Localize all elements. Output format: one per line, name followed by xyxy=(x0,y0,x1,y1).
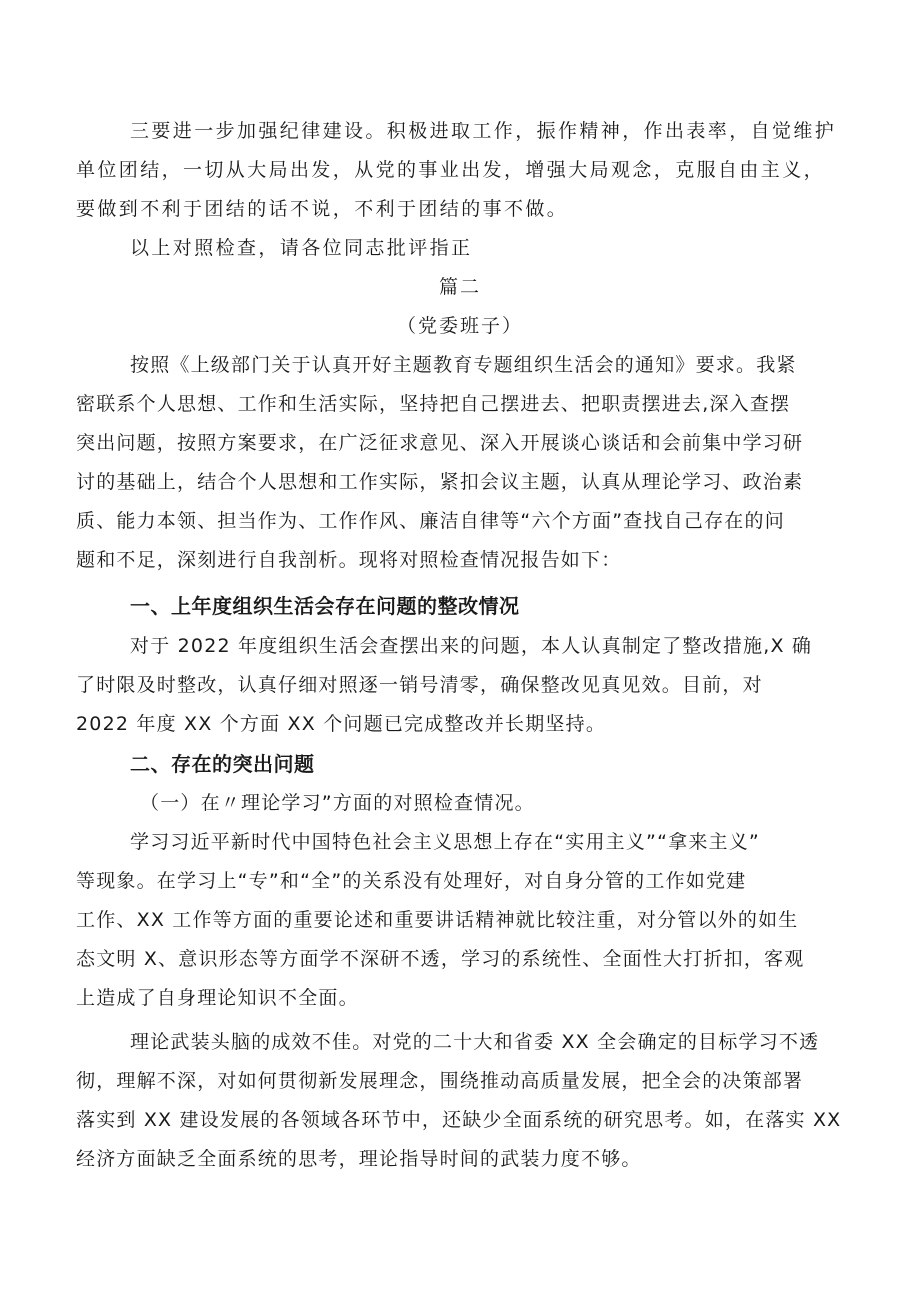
section-title: 篇二 xyxy=(438,276,481,298)
closing-line: 以上对照检查，请各位同志批评指正 xyxy=(130,237,473,259)
paragraph-line: 三要进一步加强纪律建设。积极进取工作，振作精神，作出表率，自觉维护 xyxy=(130,120,837,142)
section-subtitle: （党委班子） xyxy=(396,315,523,337)
paragraph-line: 态文明 X、意识形态等方面学不深研不透，学习的系统性、全面性大打折扣，客观 xyxy=(76,948,805,970)
paragraph-line: 上造成了自身理论知识不全面。 xyxy=(76,987,359,1009)
heading-1: 一、上年度组织生活会存在问题的整改情况 xyxy=(130,594,520,618)
paragraph-line: 突出问题，按照方案要求，在广泛征求意见、深入开展谈心谈话和会前集中学习研 xyxy=(76,432,804,454)
paragraph-line: 工作、XX 工作等方面的重要论述和重要讲话精神就比较注重，对分管以外的如生 xyxy=(76,909,799,931)
paragraph-line: 理论武装头脑的成效不佳。对党的二十大和省委 XX 全会确定的目标学习不透 xyxy=(130,1031,820,1053)
paragraph-line: 按照《上级部门关于认真开好主题教育专题组织生活会的通知》要求。我紧 xyxy=(130,354,797,376)
paragraph-line: 题和不足，深刻进行自我剖析。现将对照检查情况报告如下： xyxy=(76,549,622,571)
paragraph-line: 对于 2022 年度组织生活会查摆出来的问题，本人认真制定了整改措施,X 确 xyxy=(130,635,813,657)
paragraph-line: 经济方面缺乏全面系统的思考，理论指导时间的武装力度不够。 xyxy=(76,1148,642,1170)
paragraph-line: 密联系个人思想、工作和生活实际，坚持把自己摆进去、把职责摆进去,深入查摆 xyxy=(76,393,791,415)
paragraph-line: 单位团结，一切从大局出发，从党的事业出发，增强大局观念，克服自由主义， xyxy=(76,159,826,181)
paragraph-line: 质、能力本领、担当作为、工作作风、廉洁自律等“六个方面”查找自己存在的问 xyxy=(76,510,785,532)
paragraph-line: 讨的基础上，结合个人思想和工作实际，紧扣会议主题，认真从理论学习、政治素 xyxy=(76,471,804,493)
heading-3: （一）在〃理论学习”方面的对照检查情况。 xyxy=(140,792,535,814)
heading-2: 二、存在的突出问题 xyxy=(130,752,315,776)
paragraph-line: 2022 年度 XX 个方面 XX 个问题已完成整改并长期坚持。 xyxy=(76,713,607,735)
paragraph-line: 落实到 XX 建设发展的各领域各环节中，还缺少全面系统的研究思考。如，在落实 XX xyxy=(76,1109,842,1131)
paragraph-line: 彻，理解不深，对如何贯彻新发展理念，围绕推动高质量发展，把全会的决策部署 xyxy=(76,1070,804,1092)
paragraph-line: 了时限及时整改，认真仔细对照逐一销号清零，确保整改见真见效。目前，对 xyxy=(76,674,763,696)
paragraph-line: 学习习近平新时代中国特色社会主义思想上存在“实用主义”“拿来主义” xyxy=(130,831,760,853)
paragraph-line: 要做到不利于团结的话不说，不利于团结的事不做。 xyxy=(76,198,569,220)
paragraph-line: 等现象。在学习上“专”和“全”的关系没有处理好，对自身分管的工作如党建 xyxy=(76,870,747,892)
